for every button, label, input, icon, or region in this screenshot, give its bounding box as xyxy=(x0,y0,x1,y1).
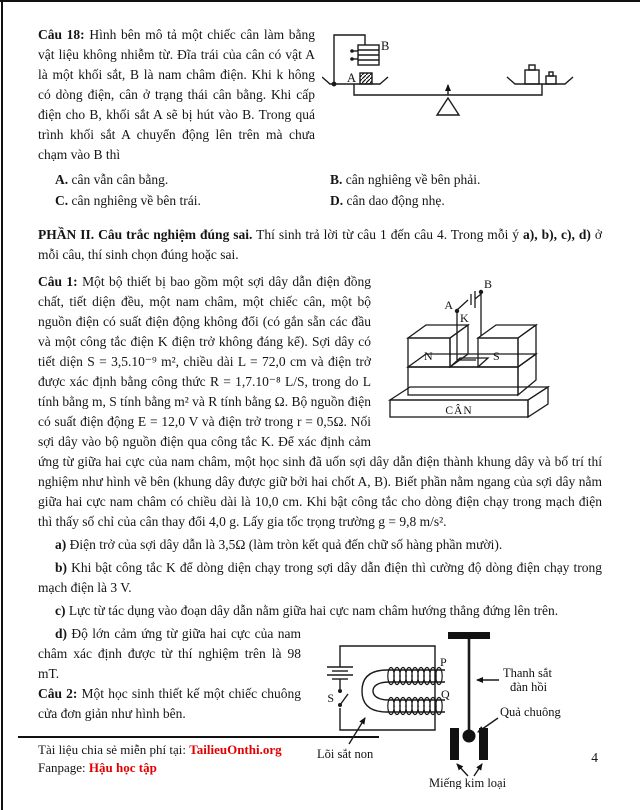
page-number: 4 xyxy=(591,750,598,765)
q18-options xyxy=(38,169,602,211)
diagram-label-n: N xyxy=(424,349,433,363)
battery xyxy=(327,667,353,679)
label-iron-core: Lõi sắt non xyxy=(317,747,374,761)
question-18 xyxy=(38,25,602,211)
footer-source-link[interactable]: TailieuOnthi.org xyxy=(189,742,282,757)
q1-item-b: b) Khi bật công tắc K để dòng diện chạy trong sợi dây dẫn điện thì cường độ dòng điện chạy trong mạch điện là 3 V. xyxy=(38,560,602,595)
diagram-label-can: CÂN xyxy=(445,405,473,417)
diagram-label-p: P xyxy=(440,655,447,669)
diagram-label-b: B xyxy=(484,277,493,291)
question-1 xyxy=(38,272,602,621)
q1-label: Câu 1: xyxy=(38,274,78,289)
iron-core xyxy=(362,670,445,712)
part2-header: PHẦN II. Câu trắc nghiệm đúng sai. Thí sinh trả lời từ câu 1 đến câu 4. Trong mỗi ý a), b), c), d) ở mỗi câu, thí sinh chọn đúng hoặc sai. xyxy=(38,227,602,262)
diagram-label-s: S xyxy=(493,349,500,363)
metal-plate-left xyxy=(450,728,459,760)
diagram-label-s: S xyxy=(327,691,334,705)
balance-scale-svg xyxy=(322,27,602,123)
mount-bar xyxy=(448,632,490,639)
q1-item-a: a) Điện trở của sợi dây dẫn là 3,5Ω (làm tròn kết quả đến chữ số hàng phần mười). xyxy=(55,537,503,552)
metal-pointer-right xyxy=(474,764,482,776)
options-row-2 xyxy=(55,190,602,211)
fulcrum-triangle xyxy=(437,98,459,115)
weights xyxy=(525,65,556,84)
option-a: A. cân vẫn cân bằng. xyxy=(55,172,169,187)
diagram-label-a: A xyxy=(346,71,356,85)
label-metal: Miếng kim loại xyxy=(429,776,507,789)
diagram-label-q: Q xyxy=(441,687,450,701)
doorbell-diagram xyxy=(307,626,602,795)
option-c: C. cân nghiêng về bên trái. xyxy=(55,193,201,208)
electromagnet-b xyxy=(352,45,379,65)
q1-item-d: d) Độ lớn cảm ứng từ giữa hai cực của nam châm xác định được từ thí nghiệm trên là 98 mT. xyxy=(38,626,301,681)
right-pan xyxy=(507,77,573,84)
balance-scale-diagram xyxy=(322,27,602,129)
bell-ball xyxy=(463,730,476,743)
pole-s xyxy=(478,325,536,367)
footer-fanpage-link[interactable]: Hậu học tập xyxy=(88,759,157,775)
label-elastic-bar-1: Thanh sắt xyxy=(503,666,552,680)
metal-plate-right xyxy=(479,728,488,760)
doorbell-svg xyxy=(307,626,602,789)
option-b: B. cân nghiêng về bên phải. xyxy=(330,172,481,187)
footer-source-line: Tài liệu chia sẻ miễn phí tại: TailieuOnthi.org xyxy=(38,742,282,757)
coil-windings xyxy=(388,668,442,715)
page-edge-left xyxy=(1,0,3,810)
core-pointer xyxy=(349,718,365,744)
q2-label: Câu 2: xyxy=(38,686,78,701)
label-bell: Quả chuông xyxy=(500,705,561,719)
options-row-1 xyxy=(55,169,602,190)
label-elastic-bar-2: đàn hồi xyxy=(510,680,548,694)
q18-label: Câu 18: xyxy=(38,27,85,42)
iron-block-a xyxy=(360,73,372,84)
diagram-label-a: A xyxy=(444,298,453,312)
option-d: D. cân dao động nhẹ. xyxy=(330,193,445,208)
footer-fanpage-line: Fanpage: Hậu học tập xyxy=(38,759,157,775)
magnet-scale-diagram xyxy=(380,274,602,430)
switch-blade xyxy=(340,694,348,705)
q1-item-c: c) Lực từ tác dụng vào đoạn dây dẫn nằm giữa hai cực nam châm hướng thẳng đứng lên trên. xyxy=(55,603,559,618)
diagram-label-b: B xyxy=(381,39,390,53)
diagram-label-k: K xyxy=(460,311,469,325)
magnet-scale-svg xyxy=(380,274,602,424)
question-2-paragraph: Câu 2: Một học sinh thiết kế một chiếc chuông cửa đơn giản như hình bên. xyxy=(38,686,301,721)
metal-pointer-left xyxy=(457,764,468,776)
q18-paragraph: Câu 18: Hình bên mô tả một chiếc cân làm bằng vật liệu không nhiễm từ. Đĩa trái của cân có vật A là một khối sắt, B là nam châm điện. Khi k hông có dòng điện, cân ở trạng thái cân bằng. Khi cấp điện cho B, khối sắt A sẽ bị hút vào B. Trong quá trình khối sắt A chuyển động lên trên mà chưa chạm vào B thì xyxy=(38,27,315,162)
circuit-loop xyxy=(340,646,435,730)
q1-paragraph: Câu 1: Một bộ thiết bị bao gồm một sợi dây dẫn điện đồng chất, tiết diện đều, một nam châm, một chiếc cân, một bộ nguồn điện có suất điện động không đổi (có gắn sẵn các đầu và một công tắc điện K điện trở không đáng kể). Sợi dây có tiết diện S = 3,5.10⁻⁹ m², chiều dài L = 72,0 cm và điện trở được xác định bằng công thức R = 1,7.10⁻⁸ L/S, trong do L tính bằng m, S tính bằng m² và R tính bằng Ω. Bộ nguồn điện có suất điện động E = 12,0 V và điện trở trong r = 0,5Ω. Nối sợi dây vào bộ nguồn điện qua công tắc K. Để xác định cảm ứng từ giữa hai cực của nam châm, một học sinh đã uốn sợi dây dẫn điện thành khung dây và bố trí thí nghiệm như hình vẽ bên (khung dây được giữ bởi hai chốt A, B). Biết phần nằm ngang của sợi dây nằm giữa hai cực nam châm có chiều dài là 10,0 cm. Khi bật công tắc cho dòng điện chạy trong mạch điện thì thấy số chỉ của cân thay đổi 4,0 g. Lấy gia tốc trọng trường g = 9,8 m/s². xyxy=(38,274,602,529)
page-edge-top xyxy=(0,0,640,2)
